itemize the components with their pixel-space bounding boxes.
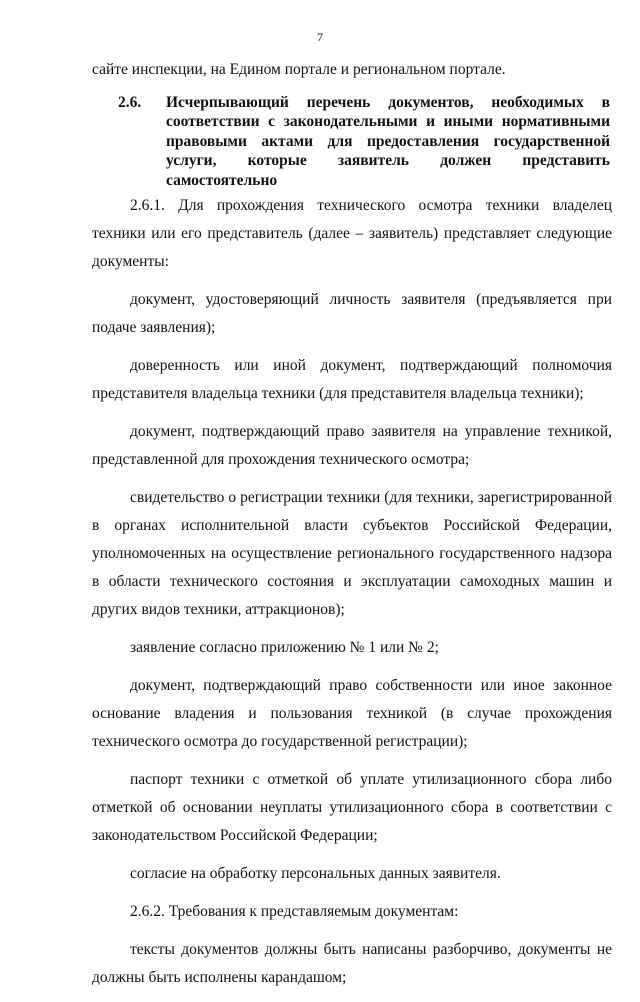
paragraph: документ, подтверждающий право заявителя на управление техникой, представленной для прохождения технического осмотра; [92,423,612,468]
section-title: Исчерпывающий перечень документов, необходимых в соответствии с законодательными и иными нормативными правовыми актами для предоставления государственной услуги, которые заявитель должен представить самостоятельно [166,94,610,189]
document-body [92,192,612,1002]
paragraph: паспорт техники с отметкой об уплате утилизационного сбора либо отметкой об основании неуплаты утилизационного сбора в соответствии с законодательством Российской Федерации; [92,771,612,844]
page-number: 7 [317,30,323,44]
paragraph: заявление согласно приложению № 1 или № 2; [130,639,439,656]
paragraph: тексты документов должны быть написаны разборчиво, документы не должны быть исполнены карандашом; [92,941,612,986]
paragraph: свидетельство о регистрации техники (для техники, зарегистрированной в органах исполнительной власти субъектов Российской Федерации, уполномоченных на осуществление регионального государственного надзора в области технического состояния и эксплуатации самоходных машин и других видов техники, аттракционов); [92,489,612,618]
section-heading [118,93,610,190]
continuation-text: сайте инспекции, на Едином портале и региональном портале. [92,61,506,78]
paragraph: документ, подтверждающий право собственности или иное законное основание владения и пользования техникой (в случае прохождения технического осмотра до государственной регистрации); [92,677,612,750]
section-number: 2.6. [118,94,142,111]
paragraph: 2.6.1. Для прохождения технического осмотра техники владелец техники или его представитель (далее – заявитель) представляет следующие документы: [92,197,612,270]
paragraph: согласие на обработку персональных данных заявителя. [130,865,501,882]
paragraph: документ, удостоверяющий личность заявителя (предъявляется при подаче заявления); [92,291,612,336]
paragraph: доверенность или иной документ, подтверждающий полномочия представителя владельца техники (для представителя владельца техники); [92,357,612,402]
paragraph: 2.6.2. Требования к представляемым документам: [130,903,459,920]
